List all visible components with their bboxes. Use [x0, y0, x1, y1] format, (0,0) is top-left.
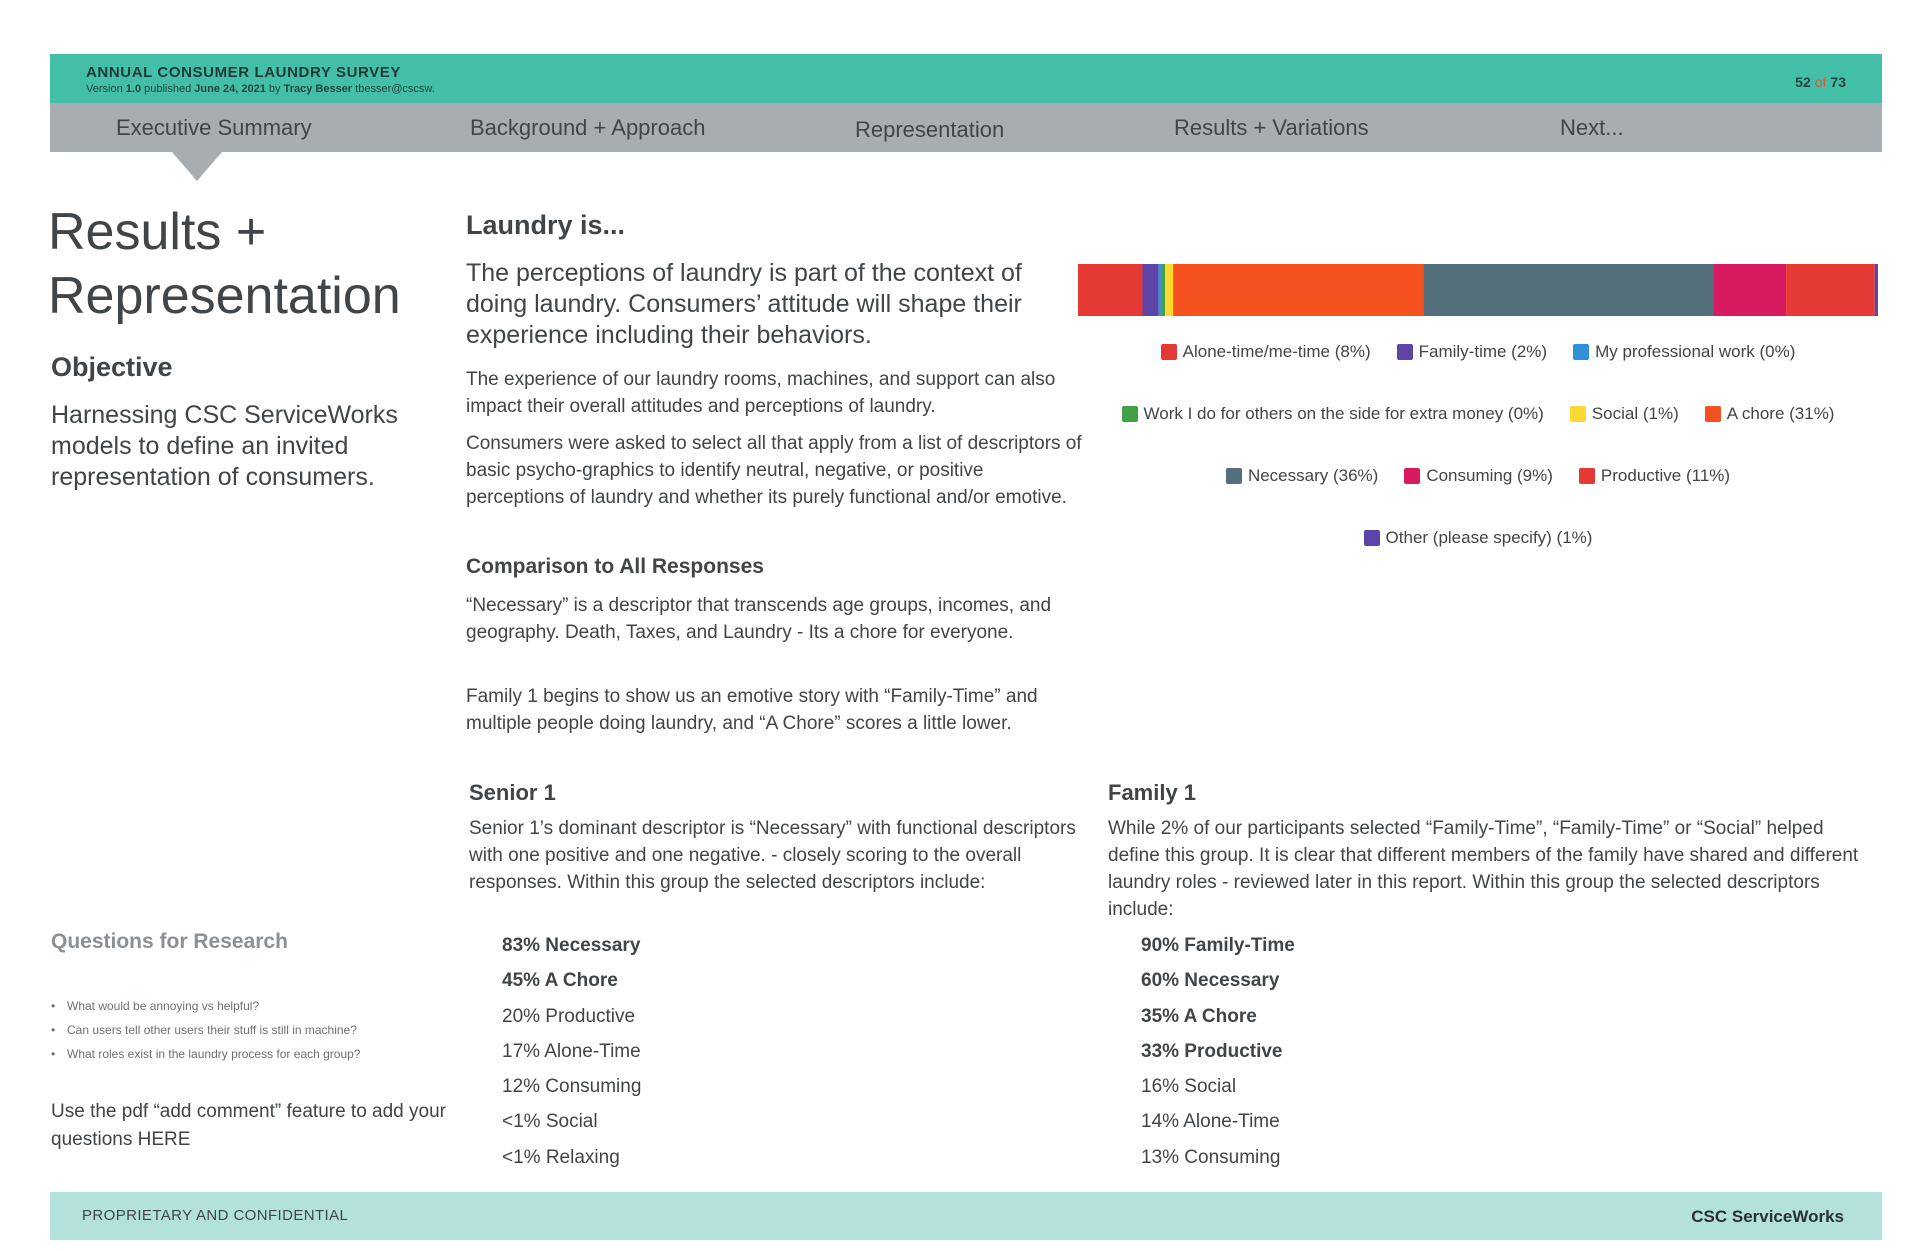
confidential-label: PROPRIETARY AND CONFIDENTIAL	[82, 1207, 349, 1224]
senior-descriptor-list	[502, 928, 641, 1175]
bar-segment-8	[1786, 264, 1875, 316]
comparison-heading: Comparison to All Responses	[466, 555, 764, 578]
tab-background-approach[interactable]: Background + Approach	[470, 115, 706, 140]
legend-row	[1078, 404, 1878, 424]
descriptor-item: 17% Alone-Time	[502, 1040, 641, 1062]
legend-label: Alone-time/me-time (8%)	[1182, 342, 1371, 361]
legend-row	[1078, 466, 1878, 486]
legend-label: Consuming (9%)	[1426, 466, 1553, 485]
stacked-bar-chart	[1078, 262, 1878, 318]
bar-segment-3	[1162, 264, 1165, 316]
legend-item	[1573, 342, 1795, 362]
legend-swatch	[1579, 468, 1595, 484]
legend-swatch	[1573, 344, 1589, 360]
descriptor-item: 83% Necessary	[502, 935, 641, 956]
legend-label: Productive (11%)	[1600, 466, 1731, 485]
question-item: • Can users tell other users their stuff is still in machine?	[51, 1018, 451, 1042]
legend-item	[1161, 342, 1371, 362]
legend-row	[1078, 528, 1878, 548]
bar-segment-6	[1423, 264, 1713, 316]
tab-representation[interactable]: Representation	[855, 117, 1005, 142]
bar-segment-2	[1159, 264, 1162, 316]
legend-row	[1078, 342, 1878, 362]
brand-name: CSC ServiceWorks	[1691, 1207, 1844, 1226]
page-title: Results + Representation	[48, 203, 401, 325]
legend-swatch	[1161, 344, 1177, 360]
tab-next[interactable]: Next...	[1560, 115, 1624, 140]
family-text: While 2% of our participants selected “Family-Time”, “Family-Time” or “Social” helped define this group. It is clear that different members of the family have shared and different laundry roles - reviewed later in this report. Within this group the selected descriptors include:	[1108, 818, 1859, 920]
descriptor-item: 13% Consuming	[1141, 1146, 1281, 1168]
descriptor-item: <1% Relaxing	[502, 1146, 620, 1168]
descriptor-item: 33% Productive	[1141, 1040, 1283, 1062]
legend-label: Work I do for others on the side for extra money (0%)	[1143, 404, 1544, 423]
document-title: ANNUAL CONSUMER LAUNDRY SURVEY	[86, 64, 401, 81]
descriptor-item: 20% Productive	[502, 1005, 636, 1027]
questions-heading: Questions for Research	[51, 930, 288, 953]
objective-text: Harnessing CSC ServiceWorks models to define an invited representation of consumers.	[51, 401, 398, 491]
legend-label: Other (please specify) (1%)	[1385, 528, 1593, 547]
legend-swatch	[1705, 406, 1721, 422]
descriptor-item: <1% Social	[502, 1111, 598, 1133]
objective-heading: Objective	[51, 352, 173, 382]
descriptor-item: 35% A Chore	[1141, 1005, 1257, 1027]
bar-segment-0	[1078, 264, 1143, 316]
header-bar	[50, 54, 1882, 103]
bar-segment-1	[1143, 264, 1159, 316]
section-nav	[50, 103, 1882, 152]
author-email: tbesser@cscsw.	[355, 83, 435, 95]
bar-segment-9	[1875, 264, 1878, 316]
body-paragraph: Family 1 begins to show us an emotive story with “Family-Time” and multiple people doing laundry, and “A Chore” scores a little lower.	[466, 686, 1038, 734]
tab-executive-summary[interactable]: Executive Summary	[116, 115, 312, 140]
legend-item	[1397, 342, 1547, 362]
legend-swatch	[1122, 406, 1138, 422]
legend-item	[1122, 404, 1544, 424]
legend-label: Family-time (2%)	[1418, 342, 1548, 361]
version-line: Version 1.0 published June 24, 2021 by Tracy Besser tbesser@cscsw.	[86, 83, 435, 95]
legend-swatch	[1226, 468, 1242, 484]
legend-item	[1364, 528, 1593, 548]
bar-segment-4	[1165, 264, 1173, 316]
senior-text: Senior 1’s dominant descriptor is “Necessary” with functional descriptors with one positive and one negative. - closely scoring to the overall responses. Within this group the selected descriptors include:	[469, 818, 1076, 893]
section-heading: Laundry is...	[466, 210, 626, 240]
legend-swatch	[1397, 344, 1413, 360]
descriptor-item: 90% Family-Time	[1141, 935, 1295, 956]
family-heading: Family 1	[1108, 780, 1197, 805]
descriptor-item: 60% Necessary	[1141, 970, 1280, 992]
descriptor-item: 16% Social	[1141, 1076, 1237, 1098]
legend-swatch	[1364, 530, 1380, 546]
body-paragraph: “Necessary” is a descriptor that transcends age groups, incomes, and geography. Death, Taxes, and Laundry - Its a chore for everyone.	[466, 595, 1052, 643]
question-item: • What roles exist in the laundry process for each group?	[51, 1042, 451, 1066]
legend-label: My professional work (0%)	[1595, 342, 1796, 361]
question-item: • What would be annoying vs helpful?	[51, 994, 451, 1018]
legend-item	[1404, 466, 1553, 486]
lead-paragraph: The perceptions of laundry is part of the context of doing laundry. Consumers’ attitude will shape their experience including their behaviors.	[466, 259, 1022, 349]
descriptor-item: 12% Consuming	[502, 1076, 642, 1098]
add-comment-note: Use the pdf “add comment” feature to add your questions HERE	[51, 1101, 446, 1150]
body-paragraph: The experience of our laundry rooms, machines, and support can also impact their overall attitudes and perceptions of laundry.	[466, 369, 1056, 417]
page-indicator: 52 of 73	[1795, 74, 1846, 90]
bar-segment-5	[1173, 264, 1423, 316]
bar-segment-7	[1713, 264, 1786, 316]
family-descriptor-list	[1141, 928, 1295, 1175]
tab-results-variations[interactable]: Results + Variations	[1174, 115, 1369, 140]
senior-heading: Senior 1	[469, 780, 556, 805]
legend-label: Social (1%)	[1591, 404, 1679, 423]
footer-bar	[50, 1192, 1882, 1240]
legend-item	[1226, 466, 1378, 486]
descriptor-item: 45% A Chore	[502, 970, 618, 992]
legend-label: A chore (31%)	[1726, 404, 1835, 423]
legend-swatch	[1570, 406, 1586, 422]
legend-item	[1570, 404, 1679, 424]
body-paragraph: Consumers were asked to select all that apply from a list of descriptors of basic psycho-graphics to identify neutral, negative, or positive perceptions of laundry and whether its purely functional and/or emotive.	[466, 433, 1082, 508]
legend-label: Necessary (36%)	[1247, 466, 1379, 485]
legend-item	[1705, 404, 1835, 424]
legend-item	[1579, 466, 1730, 486]
legend-swatch	[1404, 468, 1420, 484]
active-tab-pointer	[172, 152, 222, 181]
questions-list	[51, 994, 451, 1066]
descriptor-item: 14% Alone-Time	[1141, 1111, 1280, 1133]
